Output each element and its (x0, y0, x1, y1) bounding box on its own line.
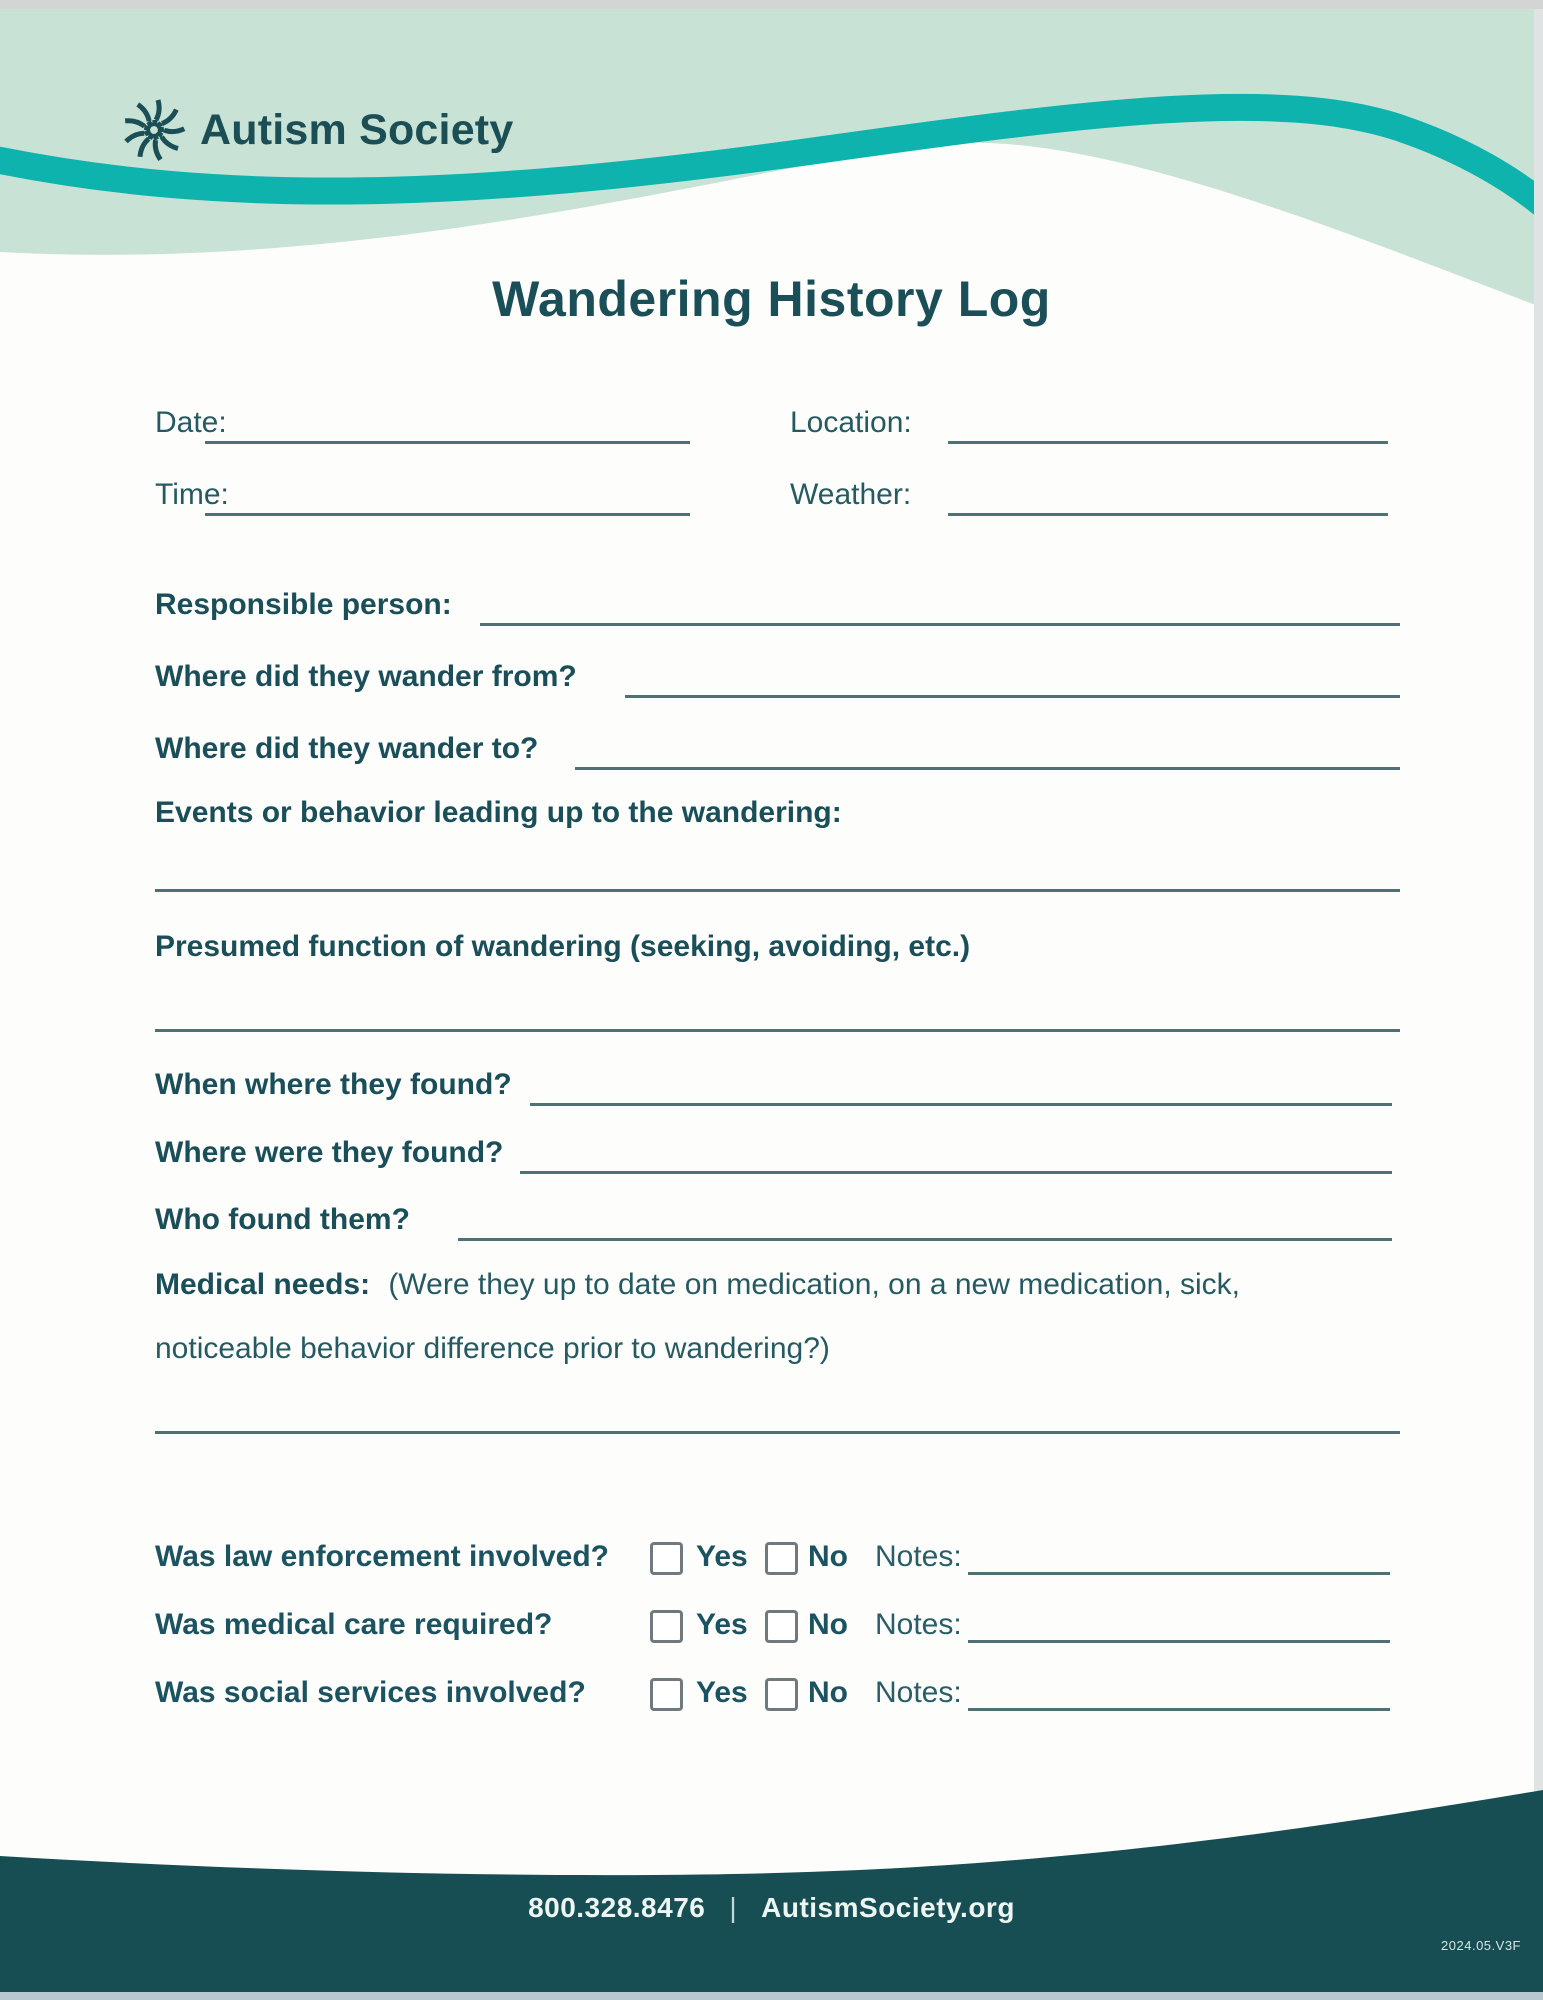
presumed-function-label: Presumed function of wandering (seeking, avoiding, etc.) (155, 930, 971, 963)
wander-to-label: Where did they wander to? (155, 732, 539, 765)
time-label: Time: (155, 478, 229, 511)
law-enforcement-yes-checkbox[interactable] (650, 1542, 683, 1575)
footer-website: AutismSociety.org (761, 1892, 1015, 1923)
page-top-edge (0, 0, 1543, 9)
law-enforcement-notes-line[interactable] (968, 1568, 1390, 1575)
where-found-label: Where were they found? (155, 1136, 504, 1169)
law-enforcement-no-checkbox[interactable] (765, 1542, 798, 1575)
who-found-field-line[interactable] (458, 1234, 1392, 1241)
weather-label: Weather: (790, 478, 912, 511)
date-label: Date: (155, 406, 227, 439)
location-field-line[interactable] (948, 437, 1388, 444)
social-services-no-label: No (808, 1676, 848, 1709)
wander-to-field-line[interactable] (575, 763, 1400, 770)
weather-field-line[interactable] (948, 509, 1388, 516)
events-behavior-label: Events or behavior leading up to the wandering: (155, 796, 842, 829)
medical-care-question: Was medical care required? (155, 1608, 553, 1641)
law-enforcement-question: Was law enforcement involved? (155, 1540, 609, 1573)
page-title: Wandering History Log (492, 271, 1051, 327)
medical-needs-label: Medical needs: (155, 1268, 371, 1301)
law-enforcement-notes-label: Notes: (875, 1540, 962, 1573)
responsible-person-label: Responsible person: (155, 588, 452, 621)
location-label: Location: (790, 406, 912, 439)
medical-care-no-label: No (808, 1608, 848, 1641)
medical-needs-field-line[interactable] (155, 1427, 1400, 1434)
medical-needs-hint1: (Were they up to date on medication, on a new medication, sick, (388, 1268, 1240, 1301)
presumed-function-field-line[interactable] (155, 1025, 1400, 1032)
medical-care-notes-label: Notes: (875, 1608, 962, 1641)
autism-society-logo-text: Autism Society (200, 106, 514, 154)
autism-society-logo-icon (116, 92, 192, 166)
medical-care-notes-line[interactable] (968, 1636, 1390, 1643)
footer-wave-graphic (0, 1780, 1543, 1992)
social-services-yes-label: Yes (696, 1676, 748, 1709)
medical-needs-hint2: noticeable behavior difference prior to wandering?) (155, 1332, 830, 1365)
medical-care-no-checkbox[interactable] (765, 1610, 798, 1643)
law-enforcement-yes-label: Yes (696, 1540, 748, 1573)
social-services-no-checkbox[interactable] (765, 1678, 798, 1711)
footer-phone: 800.328.8476 (528, 1892, 706, 1923)
wander-from-field-line[interactable] (625, 691, 1400, 698)
where-found-field-line[interactable] (520, 1167, 1392, 1174)
wander-from-label: Where did they wander from? (155, 660, 577, 693)
responsible-person-field-line[interactable] (480, 619, 1400, 626)
footer-contact (0, 1892, 1543, 1924)
medical-care-yes-label: Yes (696, 1608, 748, 1641)
social-services-notes-line[interactable] (968, 1704, 1390, 1711)
footer-version-code: 2024.05.V3F (1441, 1938, 1521, 1953)
events-behavior-field-line[interactable] (155, 885, 1400, 892)
social-services-question: Was social services involved? (155, 1676, 586, 1709)
when-found-field-line[interactable] (530, 1099, 1392, 1106)
medical-needs-line1 (155, 1268, 1240, 1303)
social-services-yes-checkbox[interactable] (650, 1678, 683, 1711)
date-field-line[interactable] (205, 437, 690, 444)
law-enforcement-no-label: No (808, 1540, 848, 1573)
medical-care-yes-checkbox[interactable] (650, 1610, 683, 1643)
when-found-label: When where they found? (155, 1068, 512, 1101)
footer-separator: | (729, 1892, 738, 1923)
social-services-notes-label: Notes: (875, 1676, 962, 1709)
who-found-label: Who found them? (155, 1203, 410, 1236)
time-field-line[interactable] (205, 509, 690, 516)
